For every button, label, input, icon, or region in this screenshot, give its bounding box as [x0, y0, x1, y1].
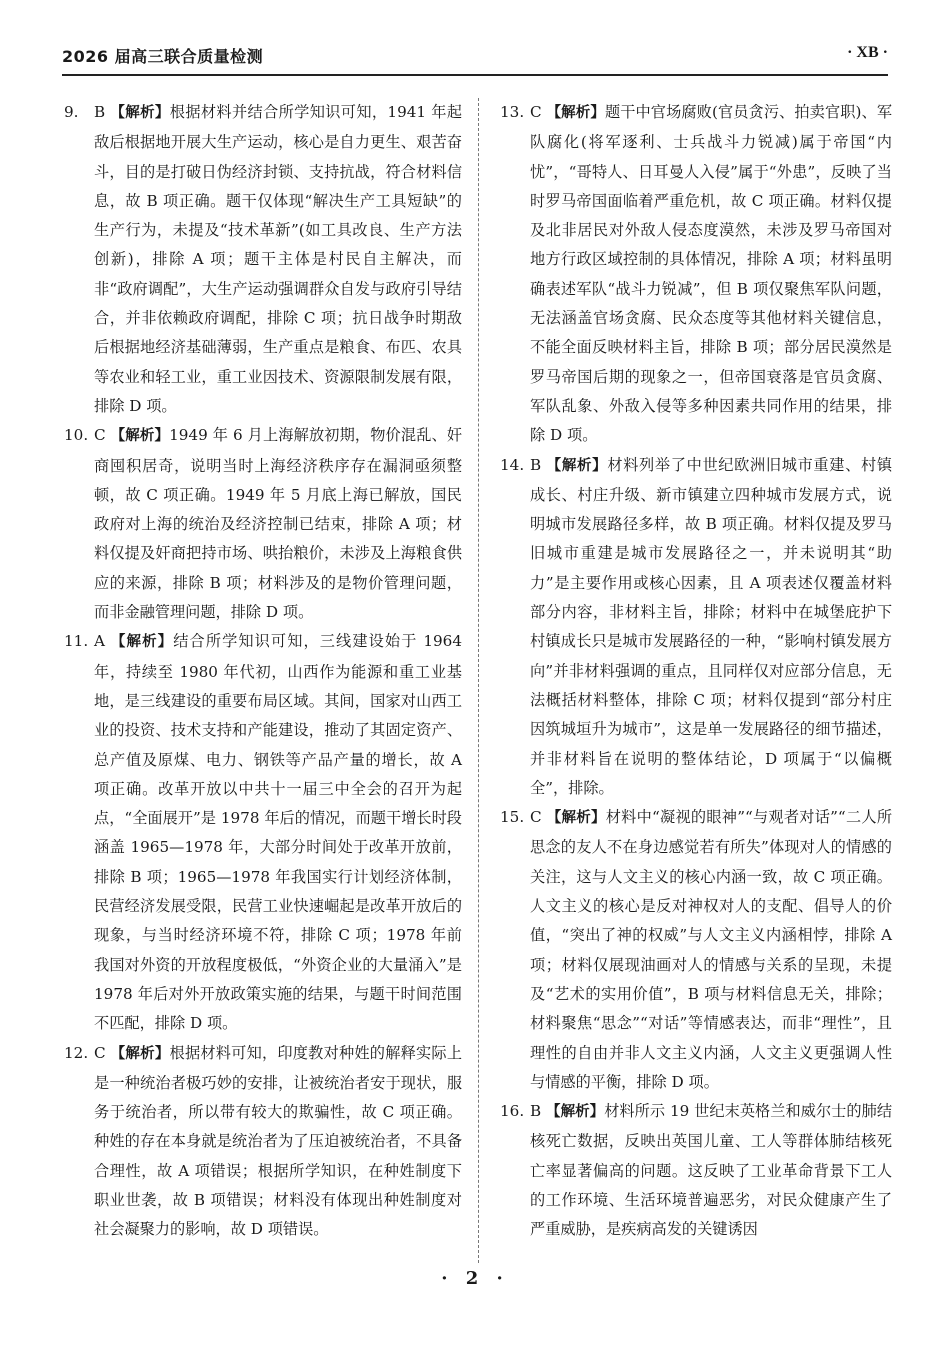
answer-letter: B	[94, 103, 106, 121]
item-number: 10.	[64, 426, 89, 445]
item-number: 13.	[500, 103, 525, 121]
analysis-text: 材料所示 19 世纪末英格兰和威尔士的肺结核死亡数据，反映出英国儿童、工人等群体肺结核死亡率显著偏高的问题。这反映了工业革命背景下工人的工作环境、生活环境普遍恶劣，对民众健康产生了严重威胁，是疾病高发的关键诱因	[530, 1102, 893, 1239]
left-column	[64, 98, 462, 1245]
analysis-text: 材料中“凝视的眼神”“与观者对话”“二人所思念的友人不在身边感觉若有所失”体现对人的情感的关注，这与人文主义的核心内涵一致，故 C 项正确。人文主义的核心是反对神权对人的支配、倡导人的价值，“突出了神的权威”与人文主义内涵相悖，排除 A 项；材料仅展现油画对人的情感与关系的呈现，未提及“艺术的实用价值”，B 项与材料信息无关，排除；材料聚焦“思念”“对话”等情感表达，而非“理性”，且理性的自由并非人文主义内涵，人文主义更强调人性与情感的平衡，排除 D 项。	[530, 808, 893, 1091]
answer-item-10	[64, 421, 462, 627]
answer-item-15	[500, 803, 892, 1097]
analysis-tag: 【解析】	[110, 634, 174, 651]
answer-letter: B	[530, 1102, 542, 1121]
column-divider	[478, 98, 479, 1263]
answer-item-12	[64, 1039, 462, 1245]
page-header	[62, 38, 888, 76]
analysis-tag: 【解析】	[110, 1045, 170, 1062]
analysis-text: 根据材料可知，印度教对种姓的解释实际上是一种统治者极巧妙的安排，让被统治者安于现状，服务于统治者，所以带有较大的欺骗性，故 C 项正确。种姓的存在本身就是统治者为了压迫被统治者，不具备合理性，故 A 项错误；根据所学知识，在种姓制度下职业世袭，故 B 项错误；材料没有体现出种姓制度对社会凝聚力的影响，故 D 项错误。	[94, 1043, 463, 1239]
analysis-tag: 【解析】	[110, 428, 170, 445]
answer-letter: C	[94, 1043, 106, 1062]
answer-item-16	[500, 1097, 892, 1244]
analysis-tag: 【解析】	[546, 1104, 605, 1121]
answer-letter: C	[530, 808, 542, 827]
analysis-text: 材料列举了中世纪欧洲旧城市重建、村镇成长、村庄升级、新市镇建立四种城市发展方式，说明城市发展路径多样，故 B 项正确。材料仅提及罗马旧城市重建是城市发展路径之一，并未说明其“助力”是主要作用或核心因素，且 A 项表述仅覆盖材料部分内容，非材料主旨，排除；材料中在城堡庇护下村镇成长只是城市发展路径的一种，“影响村镇发展方向”并非材料强调的重点，且同样仅对应部分信息，无法概括材料整体，排除 C 项；材料仅提到“部分村庄因筑城垣升为城市”，这是单一发展路径的细节描述，并非材料旨在说明的整体结论，D 项属于“以偏概全”，排除。	[530, 455, 893, 797]
answer-letter: C	[530, 103, 542, 121]
analysis-text: 1949 年 6 月上海解放初期，物价混乱、奸商囤积居奇，说明当时上海经济秩序存在漏洞亟须整顿，故 C 项正确。1949 年 5 月底上海已解放，国民政府对上海的统治及经济控制已结束，排除 A 项；材料仅提及奸商把持市场、哄抬粮价，未涉及上海粮食供应的来源，排除 B 项；材料涉及的是物价管理问题，而非金融管理问题，排除 D 项。	[94, 426, 463, 622]
answer-item-14	[500, 451, 892, 804]
page-number: · 2 ·	[441, 1268, 509, 1289]
answer-item-13	[500, 98, 892, 451]
analysis-text: 结合所学知识可知，三线建设始于 1964 年，持续至 1980 年代初，山西作为能源和重工业基地，是三线建设的重要布局区域。其间，国家对山西工业的投资、技术支持和产能建设，推动了其固定资产、总产值及原煤、电力、钢铁等产品产量的增长，故 A 项正确。改革开放以中共十一届三中全会的召开为起点，“全面展开”是 1978 年后的情况，而题干增长时段涵盖 1965—1978 年，大部分时间处于改革开放前，排除 B 项；1965—1978 年我国实行计划经济体制，民营经济发展受限，民营工业快速崛起是改革开放后的现象，与当时经济环境不符，排除 C 项；1978 年前我国对外资的开放程度极低，“外资企业的大量涌入”是 1978 年后对外开放政策实施的结果，与题干时间范围不匹配，排除 D 项。	[94, 632, 463, 1033]
item-number: 15.	[500, 808, 525, 827]
analysis-tag: 【解析】	[546, 810, 606, 827]
item-number: 11.	[64, 632, 89, 651]
item-number: 9.	[64, 103, 79, 121]
analysis-tag: 【解析】	[546, 105, 605, 121]
edition-code: · XB ·	[847, 44, 888, 61]
exam-title: 2026 届高三联合质量检测	[62, 47, 264, 66]
item-number: 12.	[64, 1043, 89, 1062]
answer-item-9	[64, 98, 462, 421]
analysis-tag: 【解析】	[546, 457, 608, 474]
analysis-text: 题干中官场腐败(官员贪污、拍卖官职)、军队腐化(将军逐利、士兵战斗力锐减)属于帝国“内忧”，“哥特人、日耳曼人入侵”属于“外患”，反映了当时罗马帝国面临着严重危机，故 C 项正确。材料仅提及北非居民对外敌人侵态度漠然，未涉及罗马帝国对地方行政区域控制的具体情况，排除 A 项；材料虽明确表述军队“战斗力锐减”，但 B 项仅聚焦军队问题，无法涵盖官场贪腐、民众态度等其他材料关键信息，不能全面反映材料主旨，排除 B 项；部分居民漠然是罗马帝国后期的现象之一，但帝国衰落是官员贪腐、军队乱象、外敌入侵等多种因素共同作用的结果，排除 D 项。	[530, 103, 893, 445]
answer-letter: C	[94, 426, 106, 445]
analysis-text: 根据材料并结合所学知识可知，1941 年起敌后根据地开展大生产运动，核心是自力更生、艰苦奋斗，目的是打破日伪经济封锁、支持抗战，符合材料信息，故 B 项正确。题干仅体现“解决生产工具短缺”的生产行为，未提及“技术革新”(如工具改良、生产方法创新)，排除 A 项；题干主体是村民自主解决，而非“政府调配”，大生产运动强调群众自发与政府引导结合，并非依赖政府调配，排除 C 项；抗日战争时期敌后根据地经济基础薄弱，生产重点是粮食、布匹、农具等农业和轻工业，重工业因技术、资源限制发展有限，排除 D 项。	[94, 103, 463, 415]
answer-letter: B	[530, 455, 542, 474]
right-column	[500, 98, 892, 1245]
item-number: 16.	[500, 1102, 525, 1121]
analysis-tag: 【解析】	[110, 105, 170, 121]
answer-letter: A	[94, 632, 105, 651]
item-number: 14.	[500, 455, 525, 474]
answer-item-11	[64, 627, 462, 1038]
